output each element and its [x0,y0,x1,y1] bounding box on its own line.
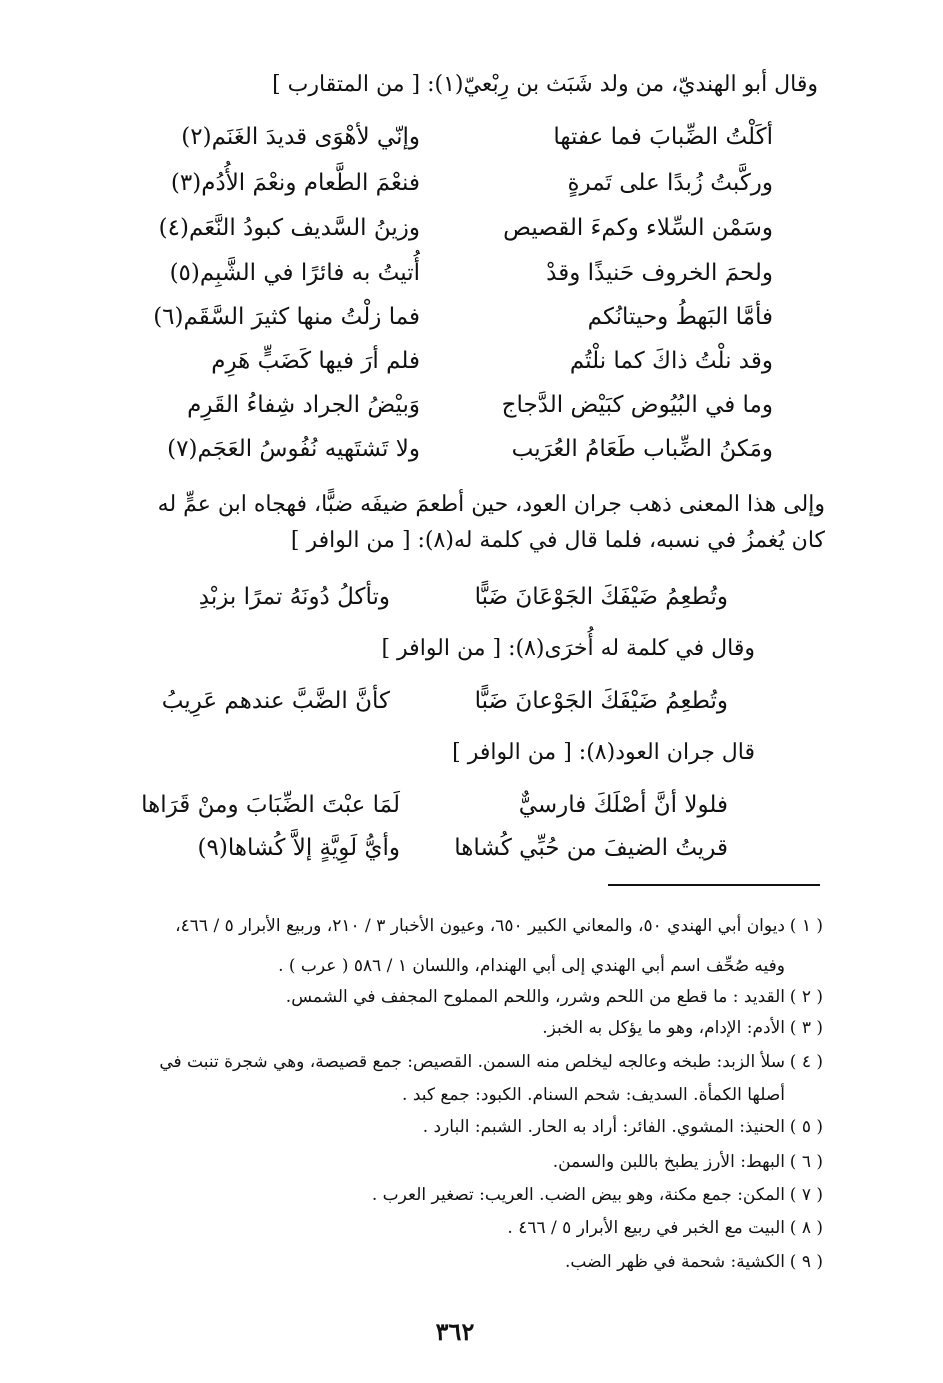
footnote [423,1115,823,1140]
hemistich-first: ولحمَ الخروف حَنيذًا وقدْ [546,260,773,286]
hemistich-second: وتأكلُ دُونَهُ تمرًا بزبْدِ [198,584,390,610]
hemistich-second: فما زلْتُ منها كثيرَ السَّقَم(٦) [153,304,420,330]
hemistich-first: قريتُ الضيفَ من حُبِّي كُشاها [454,835,728,861]
hemistich-second: فلم أرَ فيها كَضَبٍّ هَرِم [211,348,420,374]
verse-line [130,831,728,867]
footnote-text: الكشية: شحمة في ظهر الضب. [565,1252,785,1272]
footnote [553,1150,823,1175]
hemistich-first: وتُطعِمُ ضَيْفَكَ الجَوْعانَ ضَبًّا [474,688,728,714]
footnote [372,1183,823,1208]
footnote [565,1250,823,1275]
hemistich-second: وَبيْضُ الجراد شِفاءُ القَرِم [187,392,420,418]
footnote-continuation: أصلها الكمأة. السديف: شحم السنام. الكبود: جمع كبد . [402,1085,785,1105]
hemistich-first: وقد نلْتُ ذاكَ كما نلْتُم [569,348,773,374]
prose-line: وقال في كلمة له أُخرَى(٨): [ من الوافر ] [381,636,755,661]
verse-line [90,211,773,245]
footnote-number: ( ٧ ) [789,1185,823,1205]
verse-line [90,388,773,422]
footnote [159,1050,823,1075]
hemistich-first: فأمَّا البَهطُ وحيتانُكم [587,304,773,330]
hemistich-second: أُتيتُ به فائرًا في الشَّبِم(٥) [169,260,420,286]
hemistich-first: وتُطعِمُ ضَيْفَكَ الجَوْعَانَ ضَبًّا [474,584,728,610]
hemistich-second: وزينُ السَّديف كبودُ النَّعَم(٤) [158,215,420,241]
footnote-text: الحنيذ: المشوي. الفائر: أراد به الحار. الشبم: البارد . [422,1117,785,1137]
footnote-text: البهط: الأرز يطبخ باللبن والسمن. [552,1152,785,1172]
verse-line [130,580,728,616]
footnote-number: ( ٦ ) [789,1152,823,1172]
footnote-number: ( ٥ ) [789,1117,823,1137]
footnote-number: ( ٢ ) [789,987,823,1007]
footnote-number: ( ٣ ) [789,1018,823,1038]
hemistich-second: كأنَّ الضَّبَّ عندهم عَرِيبُ [161,688,390,714]
verse-line [130,684,728,720]
footnote-number: ( ٨ ) [789,1218,823,1238]
hemistich-first: فلولا أنَّ أصْلَكَ فارسيٌّ [518,792,728,818]
hemistich-second: وأيُّ لَوِيَّةٍ إلاَّ كُشاها(٩) [197,835,400,861]
verse-line [90,432,773,466]
verse-line [90,166,773,200]
hemistich-first: وركَّبتُ زُبدًا على تَمرةٍ [567,170,773,196]
footnote-continuation: وفيه صُحِّف اسم أبي الهندي إلى أبي الهندام، واللسان ١ / ٥٨٦ ( عرب ) . [278,956,785,976]
footnote [507,1216,823,1241]
footnote-text: البيت مع الخبر في ربيع الأبرار ٥ / ٤٦٦ . [507,1218,785,1238]
footnote-text: القديد : ما قطع من اللحم وشرر، واللحم المملوح المجفف في الشمس. [285,987,785,1007]
footnote-text: سلأ الزبد: طبخه وعالجه ليخلص منه السمن. القصيص: جمع قصيصة، وهي شجرة تنبت في [159,1052,785,1072]
hemistich-second: ولا تَشتَهيه نُفُوسُ العَجَم(٧) [167,436,420,462]
hemistich-second: وإنّي لأهْوَى قديدَ الغَنَم(٢) [181,124,420,150]
verse-line [90,256,773,290]
intro-line: وقال أبو الهنديّ، من ولد شَبَث بن رِبْعيّ(١): [ من المتقارب ] [272,72,818,97]
footnote-text: الأدم: الإدام، وهو ما يؤكل به الخبز. [542,1018,785,1038]
hemistich-first: وسَمْن السِّلاء وكمءَ القصيص [503,215,773,241]
footnote [175,914,823,939]
footnote [542,1016,823,1041]
page-number: ٣٦٢ [435,1317,475,1346]
hemistich-first: أكَلْتُ الضِّبابَ فما عفتها [553,124,773,150]
footnote-text: المكن: جمع مكنة، وهو بيض الضب. العريب: تصغير العرب . [371,1185,785,1205]
footnote-text: ديوان أبي الهندي ٥٠، والمعاني الكبير ٦٥٠، وعيون الأخبار ٣ / ٢١٠، وربيع الأبرار ٥ / ٤٦٦، [175,916,785,936]
hemistich-first: وما في البُيُوض كبَيْض الدَّجاج [501,392,773,418]
footnote [286,985,823,1010]
prose-line: قال جران العود(٨): [ من الوافر ] [452,740,755,765]
hemistich-first: ومَكنُ الضِّباب طَعَامُ العُرَيب [511,436,773,462]
footnote-number: ( ٤ ) [789,1052,823,1072]
verse-line [90,300,773,334]
prose-line: كان يُغمزُ في نسبه، فلما قال في كلمة له(٨): [ من الوافر ] [290,528,825,553]
prose-line: وإلى هذا المعنى ذهب جران العود، حين أطعمَ ضيفَه ضبًّا، فهجاه ابن عمٍّ له [157,492,825,517]
footnote-number: ( ٩ ) [789,1252,823,1272]
verse-line [90,344,773,378]
verse-line [90,120,773,154]
footnote-number: ( ١ ) [789,916,823,936]
hemistich-second: لَمَا عبْتَ الضِّبَابَ ومنْ قَرَاها [141,792,400,818]
verse-line [130,788,728,824]
hemistich-second: فنعْمَ الطَّعام ونعْمَ الأُدُم(٣) [170,170,420,196]
footnote-separator [608,884,820,886]
